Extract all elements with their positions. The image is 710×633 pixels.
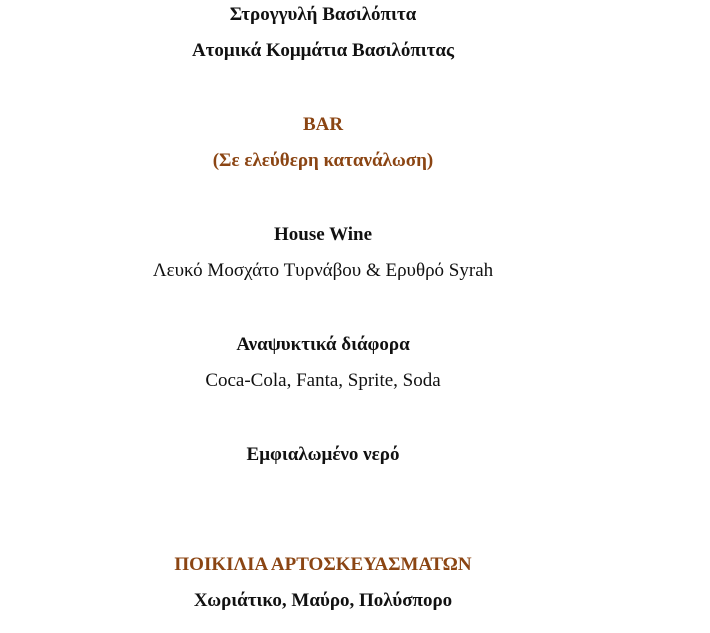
menu-item-round-vasilopita: Στρογγυλή Βασιλόπιτα — [229, 4, 417, 25]
bottled-water-title: Εμφιαλωμένο νερό — [246, 444, 400, 465]
soft-drinks-title: Αναψυκτικά διάφορα — [236, 334, 410, 355]
bar-heading: BAR — [302, 114, 344, 135]
house-wine-title: House Wine — [273, 224, 372, 245]
soft-drinks-description: Coca-Cola, Fanta, Sprite, Soda — [205, 370, 441, 391]
bar-subheading: (Σε ελεύθερη κατανάλωση) — [212, 150, 434, 171]
bread-heading: ΠΟΙΚΙΛΙΑ ΑΡΤΟΣΚΕΥΑΣΜΑΤΩΝ — [174, 554, 472, 575]
house-wine-description: Λευκό Μοσχάτο Τυρνάβου & Ερυθρό Syrah — [152, 260, 494, 281]
bread-items: Χωριάτικο, Μαύρο, Πολύσπορο — [193, 590, 453, 611]
menu-item-individual-vasilopita: Ατομικά Κομμάτια Βασιλόπιτας — [191, 40, 455, 61]
